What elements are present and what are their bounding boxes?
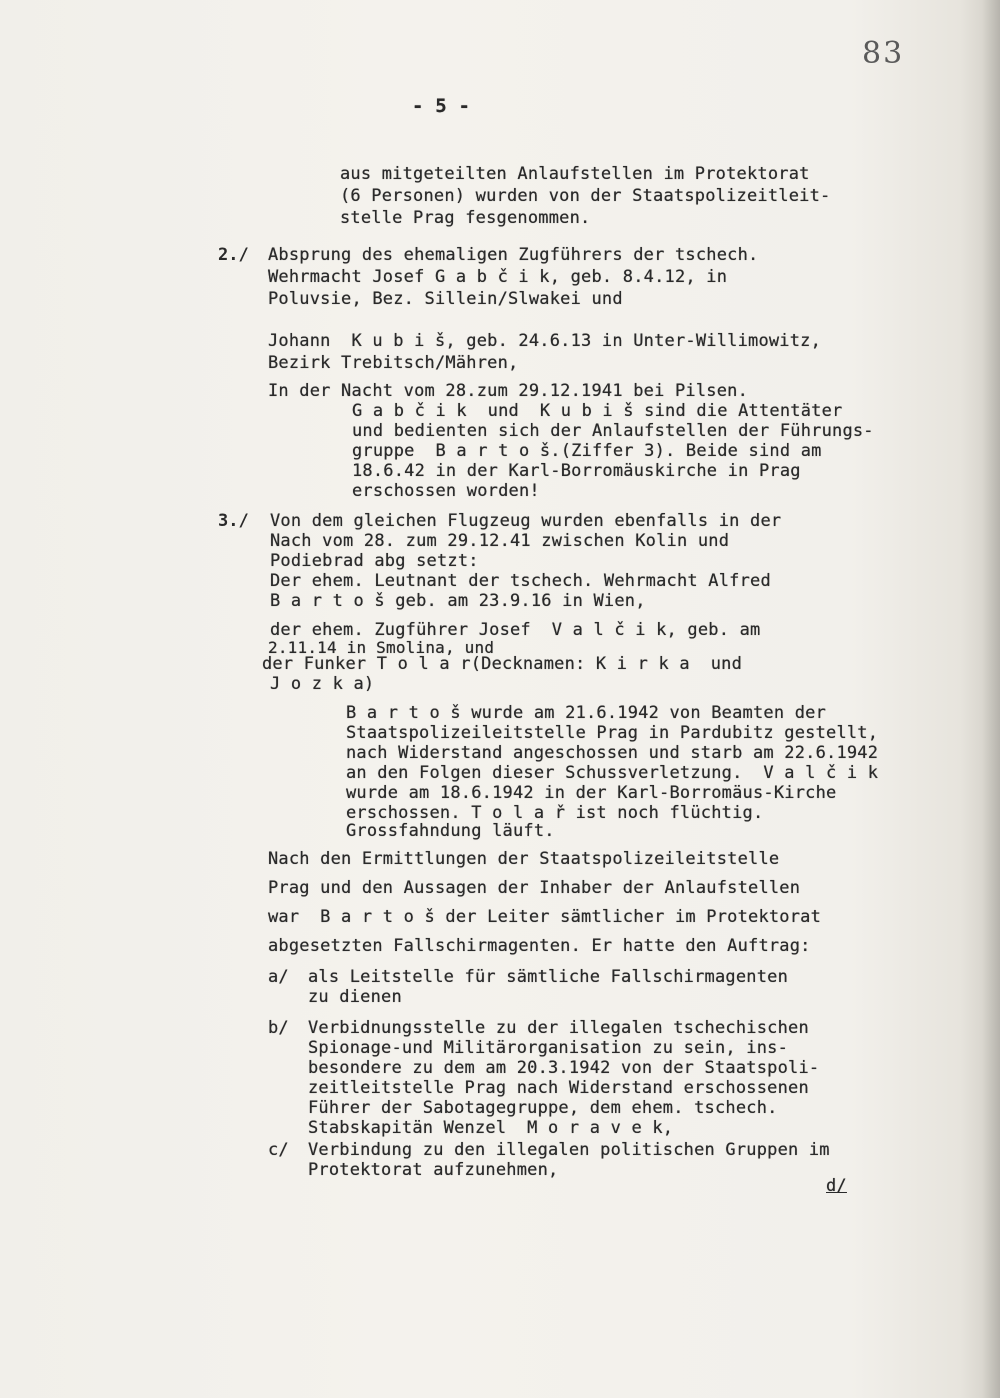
text-line: gruppe B a r t o š.(Ziffer 3). Beide sind am [352,441,822,461]
text-line: Führer der Sabotagegruppe, dem ehem. tschech. [308,1098,778,1118]
text-line: G a b č i k und K u b i š sind die Attentäter [352,401,843,421]
list-marker: a/ [268,967,289,987]
text-line: Bezirk Trebitsch/Mähren, [268,353,519,373]
text-line: B a r t o š geb. am 23.9.16 in Wien, [270,591,646,611]
text-line: war B a r t o š der Leiter sämtlicher im Protektorat [268,907,822,927]
text-line: Spionage-und Militärorganisation zu sein, ins- [308,1038,789,1058]
text-line: aus mitgeteilten Anlaufstellen im Protektorat [340,164,810,184]
text-line: Wehrmacht Josef G a b č i k, geb. 8.4.12, in [268,267,728,287]
text-line: Verbidnungsstelle zu der illegalen tschechischen [308,1018,809,1038]
text-line: besondere zu dem am 20.3.1942 von der Staatspoli- [308,1058,820,1078]
text-line: Protektorat aufzunehmen, [308,1160,559,1180]
item-marker: 2./ [218,245,249,265]
text-line: erschossen worden! [352,481,540,501]
text-line: Podiebrad abg setzt: [270,551,479,571]
text-line: der Funker T o l a r(Decknamen: K i r k a und [262,654,743,674]
list-marker: c/ [268,1140,289,1160]
text-line: In der Nacht vom 28.zum 29.12.1941 bei Pilsen. [268,381,749,401]
text-line: und bedienten sich der Anlaufstellen der Führungs- [352,421,874,441]
text-line: Poluvsie, Bez. Sillein/Slwakei und [268,289,623,309]
text-line: Grossfahndung läuft. [346,821,555,841]
list-marker: b/ [268,1018,289,1038]
text-line: Prag und den Aussagen der Inhaber der Anlaufstellen [268,878,801,898]
text-line: abgesetzten Fallschirmagenten. Er hatte den Auftrag: [268,936,811,956]
item-marker: 3./ [218,511,249,531]
text-line: nach Widerstand angeschossen und starb am 22.6.1942 [346,743,879,763]
text-line: an den Folgen dieser Schussverletzung. V a l č i k [346,763,879,783]
text-line: Verbindung zu den illegalen politischen Gruppen im [308,1140,830,1160]
text-line: J o z k a) [270,674,375,694]
text-line: wurde am 18.6.1942 in der Karl-Borromäus-Kirche [346,783,837,803]
handwritten-page-number: 83 [862,36,905,71]
text-line: B a r t o š wurde am 21.6.1942 von Beamten der [346,703,827,723]
text-line: stelle Prag fesgenommen. [340,208,591,228]
text-line: als Leitstelle für sämtliche Fallschirmagenten [308,967,789,987]
text-line: Absprung des ehemaligen Zugführers der tschech. [268,245,759,265]
continuation-marker: d/ [826,1176,847,1196]
text-line: Von dem gleichen Flugzeug wurden ebenfalls in der [270,511,782,531]
page-header: - 5 - [412,95,471,117]
text-line: erschossen. T o l a ř ist noch flüchtig. [346,803,764,823]
text-line: Nach vom 28. zum 29.12.41 zwischen Kolin und [270,531,730,551]
text-line: der ehem. Zugführer Josef V a l č i k, geb. am [270,620,761,640]
text-line: 18.6.42 in der Karl-Borromäuskirche in Prag [352,461,801,481]
text-line: Staatspolizeileitstelle Prag in Pardubitz gestellt, [346,723,879,743]
text-line: zu dienen [308,987,402,1007]
text-line: 2.11.14 in Smolina, und [268,638,495,657]
text-line: zeitleitstelle Prag nach Widerstand erschossenen [308,1078,809,1098]
text-line: Der ehem. Leutnant der tschech. Wehrmacht Alfred [270,571,771,591]
text-line: Stabskapitän Wenzel M o r a v e k, [308,1118,674,1138]
text-line: Johann K u b i š, geb. 24.6.13 in Unter-Willimowitz, [268,331,822,351]
text-line: Nach den Ermittlungen der Staatspolizeileitstelle [268,849,780,869]
text-line: (6 Personen) wurden von der Staatspolizeitleit- [340,186,831,206]
